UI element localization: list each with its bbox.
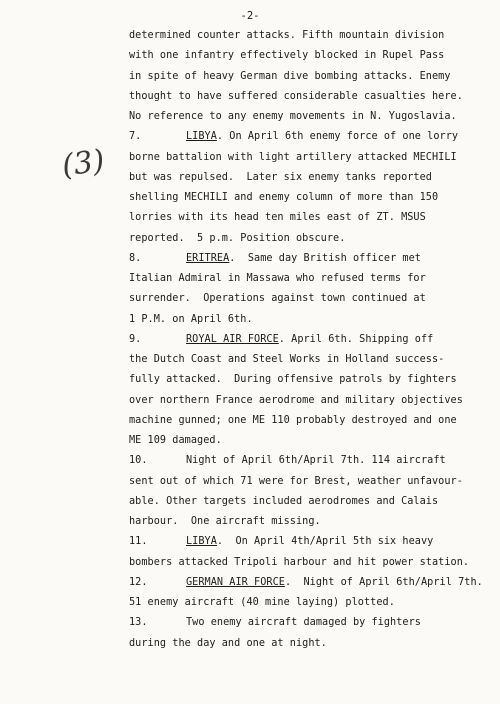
- text-line: [129, 67, 499, 87]
- paragraph-number: 8.: [129, 252, 142, 264]
- line-text: in spite of heavy German dive bombing attacks. Enemy: [129, 70, 451, 82]
- text-line: [129, 573, 499, 593]
- section-heading: LIBYA: [186, 536, 217, 548]
- line-text: machine gunned; one ME 110 probably destroyed and one: [129, 414, 457, 426]
- line-text: . April 6th. Shipping off: [278, 333, 434, 345]
- paragraph-number: 9.: [129, 333, 142, 345]
- line-text: surrender. Operations against town continued at: [129, 293, 426, 305]
- line-text: . Night of April 6th/April 7th.: [284, 576, 483, 588]
- text-line: [129, 350, 499, 370]
- text-line: [129, 613, 499, 633]
- paragraph-number: 7.: [129, 131, 142, 143]
- line-text: Italian Admiral in Massawa who refused terms for: [129, 273, 426, 284]
- text-line: [129, 107, 499, 127]
- document-body: [129, 26, 499, 654]
- text-line: [129, 532, 499, 552]
- text-line: [129, 188, 499, 208]
- text-line: [129, 431, 499, 451]
- text-line: [129, 168, 499, 188]
- line-text: ME 109 damaged.: [129, 435, 222, 446]
- line-text: fully attacked. During offensive patrols by fighters: [129, 374, 457, 386]
- line-text: lorries with its head ten miles east of ZT. MSUS: [129, 212, 426, 224]
- text-line: [129, 593, 499, 613]
- text-line: [129, 249, 499, 269]
- line-text: 1 P.M. on April 6th.: [129, 313, 253, 325]
- text-line: [129, 26, 499, 46]
- line-text: able. Other targets included aerodromes and Calais: [129, 495, 439, 507]
- section-heading: ERITREA: [186, 252, 230, 264]
- text-line: [129, 87, 499, 107]
- paragraph-number: 12.: [129, 576, 148, 588]
- line-text: determined counter attacks. Fifth mountain division: [129, 30, 445, 41]
- text-line: [129, 472, 499, 492]
- text-line: [129, 289, 499, 309]
- page-number: -2-: [240, 10, 260, 22]
- line-text: but was repulsed. Later six enemy tanks reported: [129, 171, 432, 183]
- text-line: [129, 451, 499, 471]
- line-text: reported. 5 p.m. Position obscure.: [129, 232, 346, 244]
- text-line: [129, 553, 499, 573]
- line-text: borne battalion with light artillery attacked MECHILI: [129, 151, 457, 163]
- line-text: . On April 6th enemy force of one lorry: [216, 131, 459, 143]
- line-text: Night of April 6th/April 7th. 114 aircraft: [186, 455, 446, 467]
- paragraph-number: 11.: [129, 536, 148, 548]
- text-line: [129, 512, 499, 532]
- line-text: . Same day British officer met: [229, 252, 421, 264]
- text-line: [129, 411, 499, 431]
- paragraph-number: 13.: [129, 617, 148, 629]
- text-line: [129, 148, 499, 168]
- text-line: [129, 370, 499, 390]
- paragraph-number: 10.: [129, 455, 148, 467]
- handwritten-margin-mark: (3): [59, 143, 107, 184]
- text-line: [129, 208, 499, 228]
- section-heading: ROYAL AIR FORCE: [186, 333, 279, 345]
- line-text: the Dutch Coast and Steel Works in Holland success-: [129, 354, 445, 365]
- text-line: [129, 269, 499, 289]
- line-text: . On April 4th/April 5th six heavy: [216, 536, 434, 548]
- text-line: [129, 127, 499, 147]
- line-text: sent out of which 71 were for Brest, weather unfavour-: [129, 475, 463, 487]
- text-line: [129, 330, 499, 350]
- line-text: with one infantry effectively blocked in Rupel Pass: [129, 50, 445, 62]
- text-line: [129, 492, 499, 512]
- text-line: [129, 46, 499, 66]
- section-heading: GERMAN AIR FORCE: [186, 576, 285, 588]
- section-heading: LIBYA: [186, 131, 217, 143]
- line-text: bombers attacked Tripoli harbour and hit power station.: [129, 556, 470, 568]
- text-line: [129, 634, 499, 654]
- line-text: Two enemy aircraft damaged by fighters: [186, 617, 421, 629]
- line-text: 51 enemy aircraft (40 mine laying) plotted.: [129, 597, 395, 608]
- line-text: over northern France aerodrome and military objectives: [129, 394, 463, 406]
- text-line: [129, 391, 499, 411]
- line-text: harbour. One aircraft missing.: [129, 516, 321, 527]
- line-text: shelling MECHILI and enemy column of more than 150: [129, 192, 439, 203]
- line-text: thought to have suffered considerable casualties here.: [129, 90, 463, 102]
- text-line: [129, 229, 499, 249]
- line-text: No reference to any enemy movements in N. Yugoslavia.: [129, 111, 457, 122]
- text-line: [129, 310, 499, 330]
- line-text: during the day and one at night.: [129, 637, 327, 649]
